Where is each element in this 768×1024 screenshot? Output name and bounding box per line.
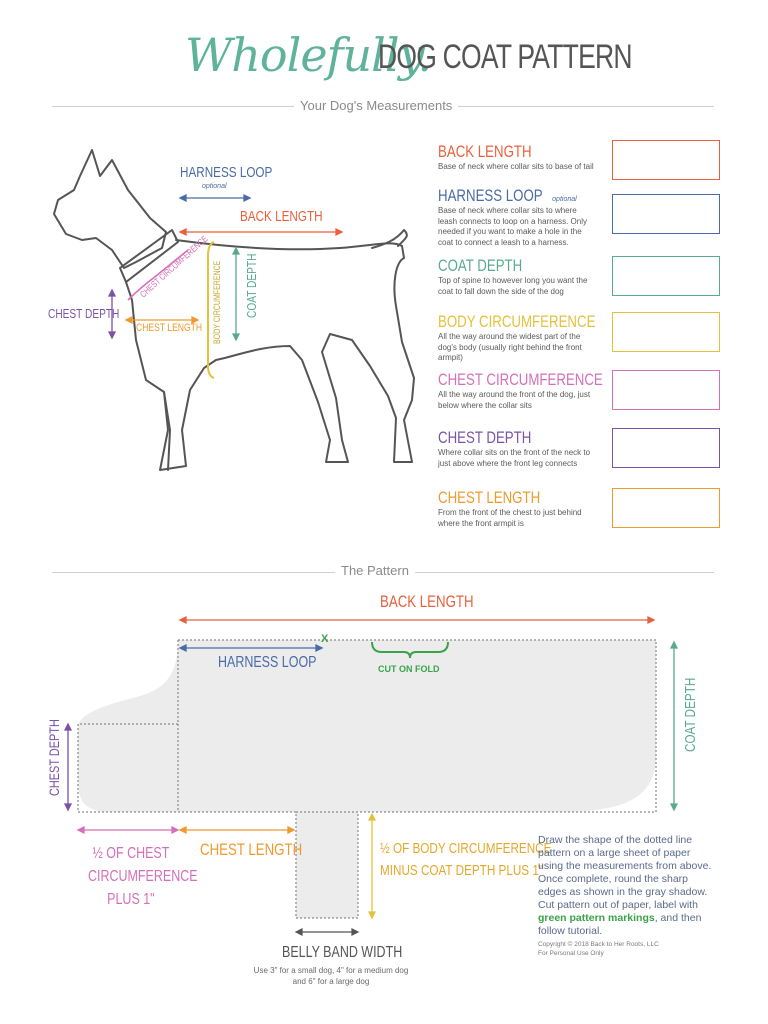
pattern-chest-depth-arrow xyxy=(65,724,71,810)
measurement-desc: All the way around the front of the dog, just below where the collar sits xyxy=(438,390,591,410)
pattern-label-coat-depth: COAT DEPTH xyxy=(682,677,699,752)
pattern-half-chest-arrow xyxy=(78,827,178,833)
measurement-desc: Base of neck where collar sits to where leash connects to loop on a harness. Only needed if you want to make a hole in the coat to connect a leash to a harness. xyxy=(438,206,587,247)
brand-logo: Wholefully. xyxy=(185,28,432,82)
dog-label-coat-depth: COAT DEPTH xyxy=(244,253,259,318)
section-title-pattern: The Pattern xyxy=(335,563,415,578)
pattern-back-length-arrow xyxy=(180,617,654,623)
copyright xyxy=(538,940,659,958)
pattern-label-back-length: BACK LENGTH xyxy=(380,592,474,611)
half-chest-line: CIRCUMFERENCE xyxy=(88,868,198,885)
pattern-label-chest-depth: CHEST DEPTH xyxy=(46,719,62,796)
measurement-title: CHEST DEPTH xyxy=(438,428,532,447)
measurement-desc: From the front of the chest to just behind where the front armpit is xyxy=(438,508,582,528)
pattern-label-half-body xyxy=(380,838,551,882)
pattern-label-cut-on-fold: CUT ON FOLD xyxy=(378,664,440,674)
instructions-highlight: green pattern markings xyxy=(538,912,655,924)
pattern-shadow xyxy=(78,640,656,812)
dog-label-chest-circumference: CHEST CIRCUMFERENCE xyxy=(138,233,210,300)
measurement-desc: Top of spine to however long you want the coat to fall down the side of the dog xyxy=(438,276,588,296)
measurement-title: CHEST LENGTH xyxy=(438,488,541,507)
dog-label-body-circumference: BODY CIRCUMFERENCE xyxy=(212,260,222,344)
pattern-coat-depth-arrow xyxy=(671,642,677,810)
pattern-chest-length-arrow xyxy=(180,827,294,833)
pattern-label-chest-length: CHEST LENGTH xyxy=(200,840,303,859)
pattern-half-body-arrow xyxy=(369,814,375,918)
dog-label-harness-loop: HARNESS LOOP xyxy=(180,164,273,181)
pattern-label-harness-loop: HARNESS LOOP xyxy=(218,654,317,671)
pattern-label-half-chest xyxy=(88,842,198,911)
dog-label-back-length: BACK LENGTH xyxy=(240,208,323,225)
measurement-title: COAT DEPTH xyxy=(438,256,523,275)
measurement-optional: optional xyxy=(552,196,577,203)
copyright-line: Copyright © 2018 Back to Her Roots, LLC xyxy=(538,941,659,948)
belly-band-note xyxy=(236,966,426,987)
measurement-title: CHEST CIRCUMFERENCE xyxy=(438,370,603,389)
measurement-desc: Where collar sits on the front of the neck to just above where the front leg connects xyxy=(438,448,591,468)
belly-note-line: and 6" for a large dog xyxy=(292,976,370,986)
dog-label-chest-depth: CHEST DEPTH xyxy=(48,306,120,321)
measurement-title: BODY CIRCUMFERENCE xyxy=(438,312,596,331)
dog-label-chest-length: CHEST LENGTH xyxy=(136,322,203,334)
half-body-line: MINUS COAT DEPTH PLUS 1" xyxy=(380,862,544,879)
dog-label-optional: optional xyxy=(202,183,227,190)
page-title: DOG COAT PATTERN xyxy=(378,38,632,76)
harness-hole-marker: X xyxy=(321,633,329,645)
section-title-measurements: Your Dog's Measurements xyxy=(294,98,458,113)
half-chest-line: PLUS 1" xyxy=(107,891,155,908)
measurement-title: HARNESS LOOP xyxy=(438,186,543,205)
instructions-part2: , and then follow tutorial. xyxy=(538,912,702,937)
belly-note-line: Use 3" for a small dog, 4" for a medium dog xyxy=(253,966,409,975)
instructions-text xyxy=(538,834,718,938)
measurement-desc: Base of neck where collar sits to base of tail xyxy=(438,162,594,171)
pattern-label-belly-band: BELLY BAND WIDTH xyxy=(282,944,403,961)
half-body-line: ½ OF BODY CIRCUMFERENCE xyxy=(380,840,552,857)
half-chest-line: ½ OF CHEST xyxy=(92,845,170,862)
copyright-line: For Personal Use Only xyxy=(538,950,604,957)
pattern-belly-band-arrow xyxy=(296,929,358,935)
measurement-title: BACK LENGTH xyxy=(438,142,532,161)
measurement-desc: All the way around the widest part of the dog's body (usually right behind the front armpit) xyxy=(438,332,582,362)
instructions-part1: Draw the shape of the dotted line pattern on a large sheet of paper using the measurements from above. Once complete, round the sharp edges as shown in the gray shadow. Cut pattern out of paper, label with xyxy=(538,834,712,911)
belly-band-shadow xyxy=(296,812,358,918)
